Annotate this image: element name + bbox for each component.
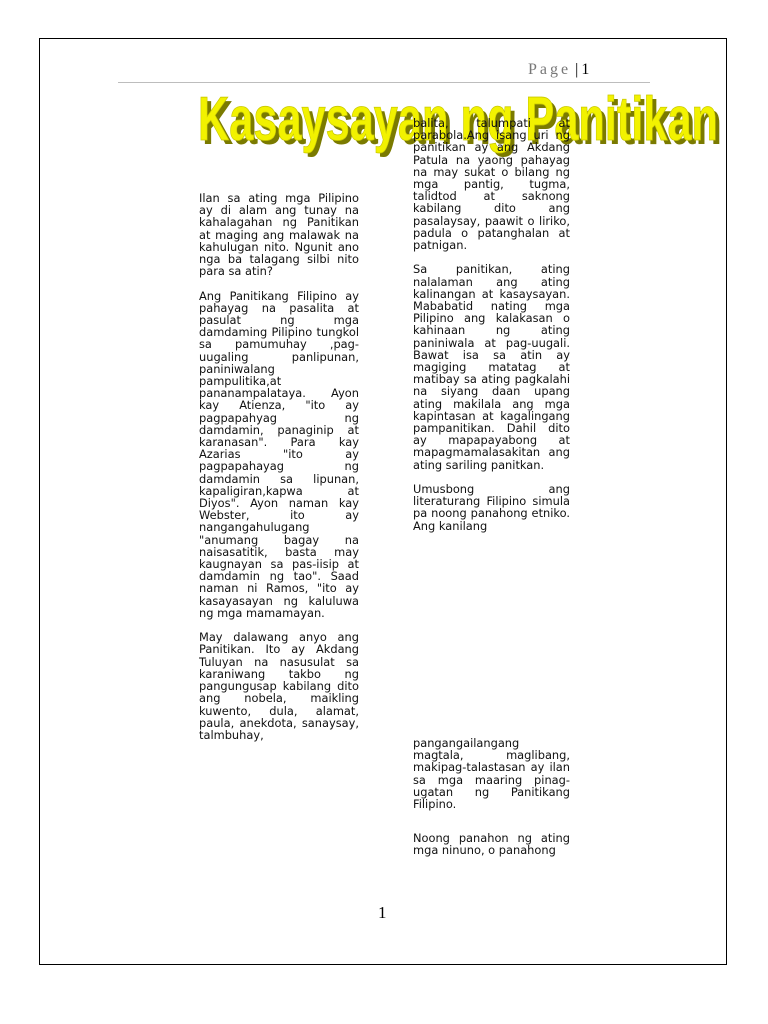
wordart-title-shadow: Kasaysayan ng Panitikan [202, 89, 722, 158]
paragraph: balita, talumpati at parabola.Ang isang uri ng panitikan ay ang Akdang Patula na yaong pahayag na may sukat o bilang ng mga pantig, tugma, talidtod at saknong kabilang dito ang pasalaysay, paawit o liriko, padula o patanghalan at patnigan. [413, 117, 570, 253]
header-separator: | [575, 61, 579, 78]
text-column-right-bottom [413, 737, 570, 877]
footer-page-number: 1 [378, 903, 387, 922]
header-page-number: 1 [581, 61, 590, 78]
paragraph: Noong panahon ng ating mga ninuno, o panahong [413, 831, 570, 858]
paragraph: pangangailangang magtala, maglibang, makipag-talastasan ay ilan sa mga maaring pinag-ugatan ng Panitikang Filipino. [413, 737, 570, 812]
header-page-word: Page [528, 61, 572, 78]
paragraph: Sa panitikan, ating nalalaman ang ating kalinangan at kasaysayan. Mababatid nating mga Pilipino ang kalakasan o kahinaan ng ating paniniwala at pag-uugali. Bawat isa sa atin ay magiging matatag at matibay sa ating pagkalahi na siyang daan upang ating makilala ang mga kapintasan at kagalingang pampanitikan. Dahil dito ay mapapayabong at mapagmamalasakitan ang ating sariling panitkan. [413, 262, 570, 472]
wordart-title-text: Kasaysayan ng Panitikan [198, 85, 718, 154]
paragraph: May dalawang anyo ang Panitikan. Ito ay Akdang Tuluyan na nasusulat sa karaniwang takbo ng pangungusap kabilang dito ang nobela, maikling kuwento, dula, alamat, paula, anekdota, sanaysay, talmbuhay, [199, 630, 359, 742]
text-column-left [199, 192, 359, 882]
paragraph: Ilan sa ating mga Pilipino ay di alam ang tunay na kahalagahan ng Panitikan at maging ang malawak na kahulugan nito. Ngunit ano nga ba talagang silbi nito para sa atin? [199, 192, 359, 279]
page-header [528, 61, 589, 79]
paragraph: Umusbong ang literaturang Filipino simula pa noong panahong etniko. Ang kanilang [413, 482, 570, 533]
paragraph: Ang Panitikang Filipino ay pahayag na pasalita at pasulat ng mga damdaming Pilipino tungkol sa pamumuhay ,pag-uugaling panlipunan, paniniwalang pampulitika,at pananampalataya. Ayon kay Atienza, "ito ay pagpapahyag ng damdamin, panaginip at karanasan". Para kay Azarias "ito ay pagpapahayag ng damdamin sa lipunan, kapaligiran,kapwa at Diyos". Ayon naman kay Webster, ito ay nangangahulugang "anumang bagay na naisasatitik, basta may kaugnayan sa pas-iisip at damdamin ng tao". Saad naman ni Ramos, "ito ay kasayasayan ng kaluluwa ng mga mamamayan. [199, 288, 359, 620]
text-column-right-top [413, 117, 570, 677]
document-page [39, 38, 727, 965]
